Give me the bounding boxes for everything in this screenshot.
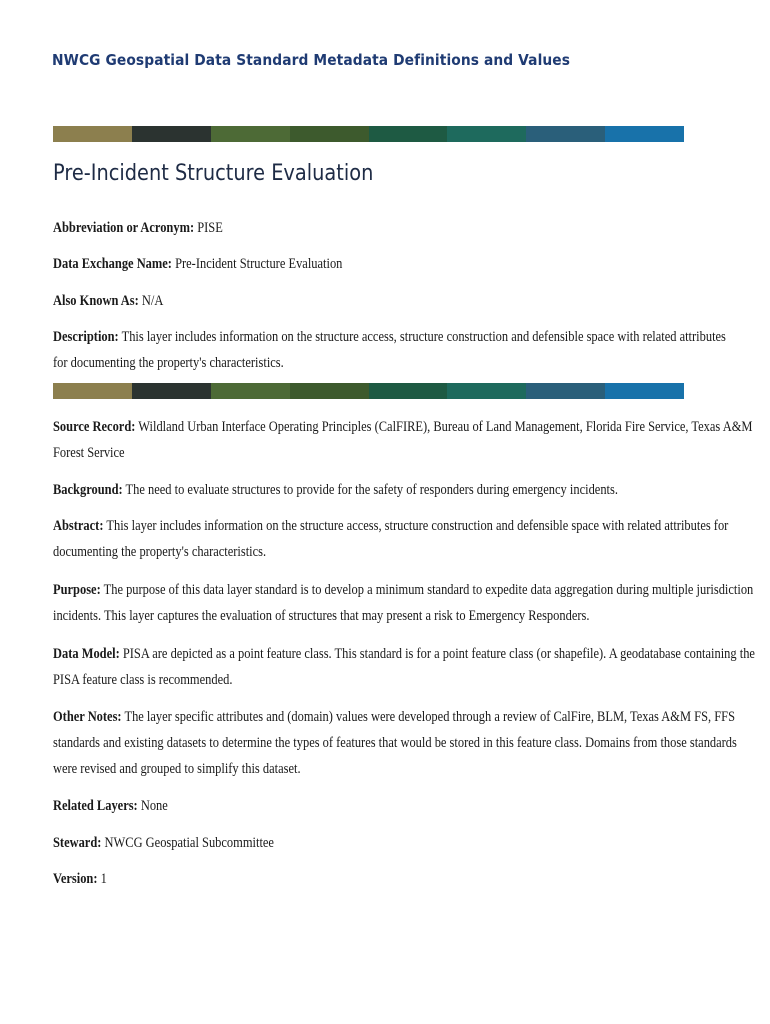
field-value: The need to evaluate structures to provide for the safety of responders during emergency incidents. xyxy=(122,482,618,498)
field-label: Background: xyxy=(53,482,123,498)
field-label: Purpose: xyxy=(53,582,101,598)
color-segment xyxy=(53,383,132,399)
field-label: Also Known As: xyxy=(53,293,139,309)
header-title: NWCG Geospatial Data Standard Metadata Definitions and Values xyxy=(52,51,571,69)
text-line xyxy=(53,414,752,440)
color-segment xyxy=(211,126,290,142)
color-bar-top xyxy=(53,126,684,142)
field-value: Pre-Incident Structure Evaluation xyxy=(171,256,343,272)
field-description xyxy=(53,324,726,376)
text-line: PISA feature class is recommended. xyxy=(53,672,233,688)
color-segment xyxy=(447,383,526,399)
field-label: Related Layers: xyxy=(53,798,138,814)
field-related-layers xyxy=(53,793,168,819)
color-segment xyxy=(132,126,211,142)
field-value: This layer includes information on the structure access, structure construction and defensible space with related attributes xyxy=(118,329,726,345)
field-also-known-as xyxy=(53,288,163,314)
color-segment xyxy=(526,126,605,142)
field-value: N/A xyxy=(138,293,164,309)
field-label: Abstract: xyxy=(53,518,104,534)
field-purpose xyxy=(53,577,753,629)
text-line xyxy=(53,513,728,539)
field-label: Other Notes: xyxy=(53,709,122,725)
text-line xyxy=(53,704,737,730)
field-value: None xyxy=(137,798,168,814)
field-label: Data Exchange Name: xyxy=(53,256,172,272)
field-value: 1 xyxy=(97,871,107,887)
text-line: for documenting the property's characteristics. xyxy=(53,355,284,371)
field-steward xyxy=(53,830,274,856)
color-bar-middle xyxy=(53,383,684,399)
field-value: The purpose of this data layer standard is to develop a minimum standard to expedite data aggregation during multiple jurisdiction xyxy=(100,582,754,598)
text-line xyxy=(53,641,755,667)
field-label: Steward: xyxy=(53,835,102,851)
text-line: were revised and grouped to simplify this dataset. xyxy=(53,761,301,777)
field-label: Source Record: xyxy=(53,419,136,435)
field-data-exchange-name xyxy=(53,251,342,277)
field-value: This layer includes information on the structure access, structure construction and defensible space with related attributes for xyxy=(103,518,729,534)
field-value: Wildland Urban Interface Operating Principles (CalFIRE), Bureau of Land Management, Florida Fire Service, Texas A&M xyxy=(135,419,753,435)
field-version xyxy=(53,866,107,892)
field-value: PISA are depicted as a point feature class. This standard is for a point feature class (or shapefile). A geodatabase containing the xyxy=(119,646,755,662)
field-value: The layer specific attributes and (domain) values were developed through a review of CalFire, BLM, Texas A&M FS, FFS xyxy=(121,709,736,725)
field-abbreviation xyxy=(53,215,223,241)
color-segment xyxy=(605,383,684,399)
color-segment xyxy=(369,126,448,142)
color-segment xyxy=(447,126,526,142)
field-label: Abbreviation or Acronym: xyxy=(53,220,195,236)
field-other-notes xyxy=(53,704,737,782)
field-label: Version: xyxy=(53,871,98,887)
field-label: Data Model: xyxy=(53,646,120,662)
field-label: Description: xyxy=(53,329,119,345)
text-line: standards and existing datasets to determine the types of features that would be stored in this feature class. Domains from those standards xyxy=(53,735,737,751)
field-data-model xyxy=(53,641,755,693)
text-line: documenting the property's characteristics. xyxy=(53,544,267,560)
text-line xyxy=(53,577,753,603)
text-line: incidents. This layer captures the evaluation of structures that may present a risk to Emergency Responders. xyxy=(53,608,590,624)
field-value: NWCG Geospatial Subcommittee xyxy=(101,835,274,851)
color-segment xyxy=(132,383,211,399)
field-abstract xyxy=(53,513,728,565)
text-line: Forest Service xyxy=(53,445,125,461)
color-segment xyxy=(290,383,369,399)
color-segment xyxy=(290,126,369,142)
color-segment xyxy=(211,383,290,399)
color-segment xyxy=(369,383,448,399)
text-line xyxy=(53,324,726,350)
color-segment xyxy=(526,383,605,399)
field-background xyxy=(53,477,618,503)
color-segment xyxy=(53,126,132,142)
field-value: PISE xyxy=(194,220,223,236)
document-title: Pre-Incident Structure Evaluation xyxy=(53,161,374,186)
color-segment xyxy=(605,126,684,142)
field-source-record xyxy=(53,414,752,466)
